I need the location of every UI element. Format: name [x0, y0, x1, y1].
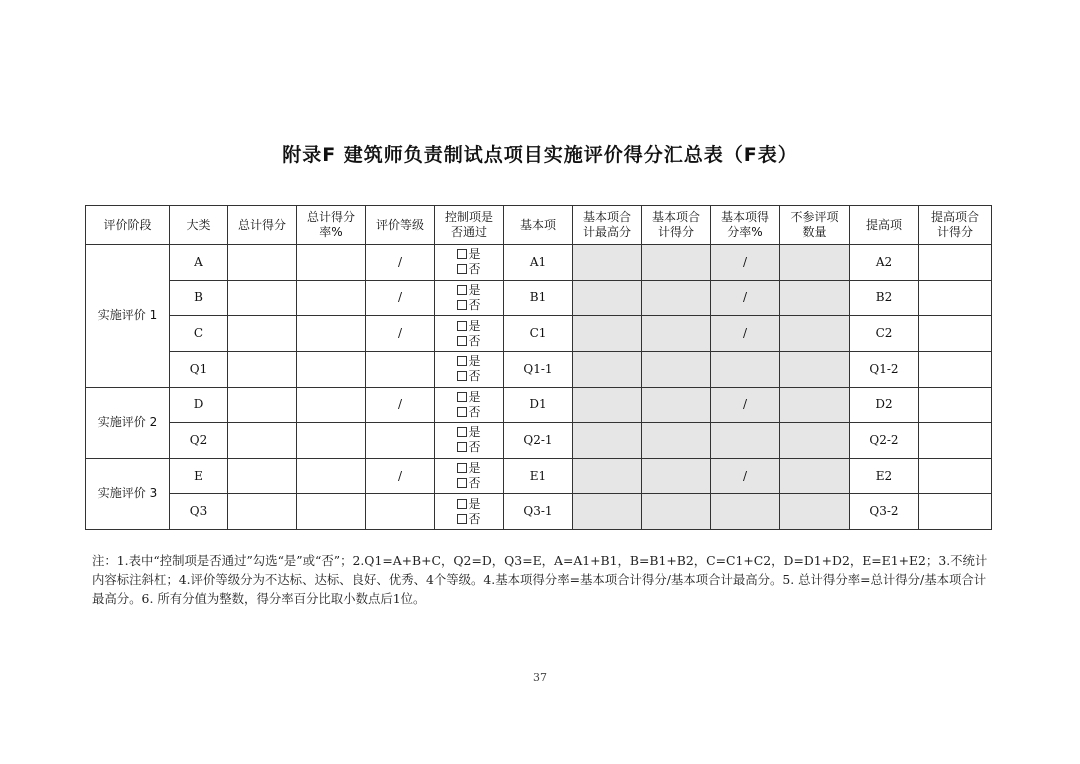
basic-score-cell: [642, 423, 711, 459]
column-header: 评价等级: [366, 206, 435, 245]
grade-cell: [366, 423, 435, 459]
checkbox-option-no[interactable]: [435, 262, 503, 277]
basic-rate-cell: /: [711, 245, 780, 281]
page-number: 37: [533, 671, 547, 684]
checkbox-icon[interactable]: [457, 514, 467, 524]
basic-item-cell: B1: [504, 280, 573, 316]
not-evaluated-count-cell: [780, 316, 850, 352]
checkbox-option-no[interactable]: [435, 512, 503, 527]
not-evaluated-count-cell: [780, 245, 850, 281]
basic-score-cell: [642, 245, 711, 281]
basic-score-cell: [642, 351, 711, 387]
table-row: [86, 245, 992, 281]
footnote: 注：1.表中“控制项是否通过”勾选“是”或“否”；2.Q1=A+B+C，Q2=D，Q3=E，A=A1+B1，B=B1+B2，C=C1+C2，D=D1+D2，E=E1+E2；3.不统计内容标注斜杠；4.评价等级分为不达标、达标、良好、优秀、4个等级。4.基本项得分率=基本项合计得分/基本项合计最高分。5. 总计得分率=总计得分/基本项合计最高分。6. 所有分值为整数，得分率百分比取小数点后1位。: [92, 553, 988, 606]
total-rate-cell: [297, 351, 366, 387]
checkbox-option-yes[interactable]: [435, 461, 503, 476]
basic-max-cell: [573, 245, 642, 281]
total-rate-cell: [297, 316, 366, 352]
not-evaluated-count-cell: [780, 280, 850, 316]
basic-rate-cell: [711, 351, 780, 387]
checkbox-option-yes[interactable]: [435, 319, 503, 334]
header-row: [86, 206, 992, 245]
total-score-cell: [228, 316, 297, 352]
not-evaluated-count-cell: [780, 387, 850, 423]
table-row: [86, 351, 992, 387]
checkbox-label: 是: [468, 496, 481, 511]
category-cell: Q1: [170, 351, 228, 387]
control-pass-cell: [435, 423, 504, 459]
category-cell: B: [170, 280, 228, 316]
improve-item-cell: B2: [850, 280, 919, 316]
column-header: 总计得分: [228, 206, 297, 245]
basic-max-cell: [573, 280, 642, 316]
control-pass-cell: [435, 494, 504, 530]
table-row: [86, 494, 992, 530]
improve-score-cell: [919, 316, 992, 352]
basic-max-cell: [573, 351, 642, 387]
basic-max-cell: [573, 458, 642, 494]
checkbox-label: 否: [468, 404, 481, 419]
basic-max-cell: [573, 316, 642, 352]
category-cell: A: [170, 245, 228, 281]
improve-item-cell: A2: [850, 245, 919, 281]
checkbox-label: 否: [468, 297, 481, 312]
basic-score-cell: [642, 494, 711, 530]
checkbox-option-yes[interactable]: [435, 283, 503, 298]
checkbox-label: 否: [468, 440, 481, 455]
basic-max-cell: [573, 494, 642, 530]
improve-score-cell: [919, 280, 992, 316]
checkbox-label: 是: [468, 389, 481, 404]
checkbox-label: 否: [468, 511, 481, 526]
table-row: [86, 423, 992, 459]
checkbox-icon[interactable]: [457, 321, 467, 331]
grade-cell: /: [366, 458, 435, 494]
column-header: 不参评项 数量: [780, 206, 850, 245]
checkbox-label: 是: [468, 282, 481, 297]
basic-rate-cell: /: [711, 387, 780, 423]
checkbox-icon[interactable]: [457, 463, 467, 473]
checkbox-label: 是: [468, 461, 481, 476]
table-row: [86, 458, 992, 494]
column-header: 提高项合 计得分: [919, 206, 992, 245]
basic-rate-cell: /: [711, 458, 780, 494]
basic-max-cell: [573, 423, 642, 459]
grade-cell: /: [366, 245, 435, 281]
total-rate-cell: [297, 245, 366, 281]
grade-cell: [366, 351, 435, 387]
not-evaluated-count-cell: [780, 494, 850, 530]
checkbox-label: 否: [468, 262, 481, 277]
not-evaluated-count-cell: [780, 351, 850, 387]
column-header: 大类: [170, 206, 228, 245]
stage-label: 实施评价 1: [86, 245, 170, 388]
basic-item-cell: E1: [504, 458, 573, 494]
control-pass-cell: [435, 280, 504, 316]
control-pass-cell: [435, 351, 504, 387]
basic-item-cell: Q1-1: [504, 351, 573, 387]
checkbox-icon[interactable]: [457, 442, 467, 452]
checkbox-icon[interactable]: [457, 300, 467, 310]
total-rate-cell: [297, 387, 366, 423]
total-rate-cell: [297, 458, 366, 494]
table-row: [86, 280, 992, 316]
column-header: 控制项是 否通过: [435, 206, 504, 245]
improve-score-cell: [919, 245, 992, 281]
category-cell: E: [170, 458, 228, 494]
not-evaluated-count-cell: [780, 423, 850, 459]
grade-cell: /: [366, 387, 435, 423]
total-score-cell: [228, 458, 297, 494]
improve-score-cell: [919, 458, 992, 494]
checkbox-option-no[interactable]: [435, 298, 503, 313]
checkbox-label: 否: [468, 369, 481, 384]
table-row: [86, 316, 992, 352]
total-score-cell: [228, 494, 297, 530]
basic-rate-cell: [711, 494, 780, 530]
grade-cell: [366, 494, 435, 530]
checkbox-option-yes[interactable]: [435, 247, 503, 262]
stage-label: 实施评价 3: [86, 458, 170, 529]
checkbox-icon[interactable]: [457, 356, 467, 366]
category-cell: D: [170, 387, 228, 423]
checkbox-icon[interactable]: [457, 336, 467, 346]
control-pass-cell: [435, 458, 504, 494]
checkbox-option-no[interactable]: [435, 440, 503, 455]
checkbox-icon[interactable]: [457, 285, 467, 295]
category-cell: C: [170, 316, 228, 352]
checkbox-label: 否: [468, 476, 481, 491]
grade-cell: /: [366, 280, 435, 316]
basic-score-cell: [642, 280, 711, 316]
total-rate-cell: [297, 494, 366, 530]
total-score-cell: [228, 351, 297, 387]
checkbox-icon[interactable]: [457, 371, 467, 381]
checkbox-icon[interactable]: [457, 249, 467, 259]
improve-item-cell: D2: [850, 387, 919, 423]
improve-score-cell: [919, 387, 992, 423]
control-pass-cell: [435, 387, 504, 423]
total-score-cell: [228, 387, 297, 423]
basic-rate-cell: [711, 423, 780, 459]
basic-item-cell: C1: [504, 316, 573, 352]
evaluation-summary-table: [85, 205, 992, 530]
column-header: 基本项合 计最高分: [573, 206, 642, 245]
checkbox-icon[interactable]: [457, 392, 467, 402]
basic-max-cell: [573, 387, 642, 423]
grade-cell: /: [366, 316, 435, 352]
checkbox-icon[interactable]: [457, 427, 467, 437]
basic-item-cell: Q3-1: [504, 494, 573, 530]
basic-rate-cell: /: [711, 316, 780, 352]
improve-item-cell: Q2-2: [850, 423, 919, 459]
column-header: 评价阶段: [86, 206, 170, 245]
checkbox-option-yes[interactable]: [435, 497, 503, 512]
total-rate-cell: [297, 280, 366, 316]
column-header: 基本项: [504, 206, 573, 245]
checkbox-label: 是: [468, 318, 481, 333]
basic-score-cell: [642, 316, 711, 352]
checkbox-option-no[interactable]: [435, 369, 503, 384]
column-header: 基本项合 计得分: [642, 206, 711, 245]
checkbox-icon[interactable]: [457, 499, 467, 509]
control-pass-cell: [435, 245, 504, 281]
total-score-cell: [228, 280, 297, 316]
basic-rate-cell: /: [711, 280, 780, 316]
basic-item-cell: Q2-1: [504, 423, 573, 459]
improve-score-cell: [919, 494, 992, 530]
column-header: 基本项得 分率%: [711, 206, 780, 245]
checkbox-icon[interactable]: [457, 264, 467, 274]
checkbox-label: 是: [468, 247, 481, 262]
stage-label: 实施评价 2: [86, 387, 170, 458]
total-score-cell: [228, 423, 297, 459]
basic-item-cell: A1: [504, 245, 573, 281]
checkbox-label: 是: [468, 354, 481, 369]
table-row: [86, 387, 992, 423]
checkbox-option-no[interactable]: [435, 476, 503, 491]
page-title: 附录F 建筑师负责制试点项目实施评价得分汇总表（F表）: [282, 144, 798, 166]
category-cell: Q3: [170, 494, 228, 530]
improve-item-cell: Q3-2: [850, 494, 919, 530]
checkbox-label: 否: [468, 333, 481, 348]
checkbox-option-yes[interactable]: [435, 354, 503, 369]
improve-score-cell: [919, 423, 992, 459]
basic-score-cell: [642, 387, 711, 423]
column-header: 总计得分 率%: [297, 206, 366, 245]
basic-score-cell: [642, 458, 711, 494]
checkbox-icon[interactable]: [457, 407, 467, 417]
checkbox-icon[interactable]: [457, 478, 467, 488]
control-pass-cell: [435, 316, 504, 352]
basic-item-cell: D1: [504, 387, 573, 423]
checkbox-option-yes[interactable]: [435, 390, 503, 405]
category-cell: Q2: [170, 423, 228, 459]
checkbox-option-no[interactable]: [435, 405, 503, 420]
improve-item-cell: E2: [850, 458, 919, 494]
improve-score-cell: [919, 351, 992, 387]
checkbox-label: 是: [468, 425, 481, 440]
checkbox-option-no[interactable]: [435, 334, 503, 349]
checkbox-option-yes[interactable]: [435, 425, 503, 440]
improve-item-cell: C2: [850, 316, 919, 352]
total-score-cell: [228, 245, 297, 281]
total-rate-cell: [297, 423, 366, 459]
column-header: 提高项: [850, 206, 919, 245]
improve-item-cell: Q1-2: [850, 351, 919, 387]
not-evaluated-count-cell: [780, 458, 850, 494]
